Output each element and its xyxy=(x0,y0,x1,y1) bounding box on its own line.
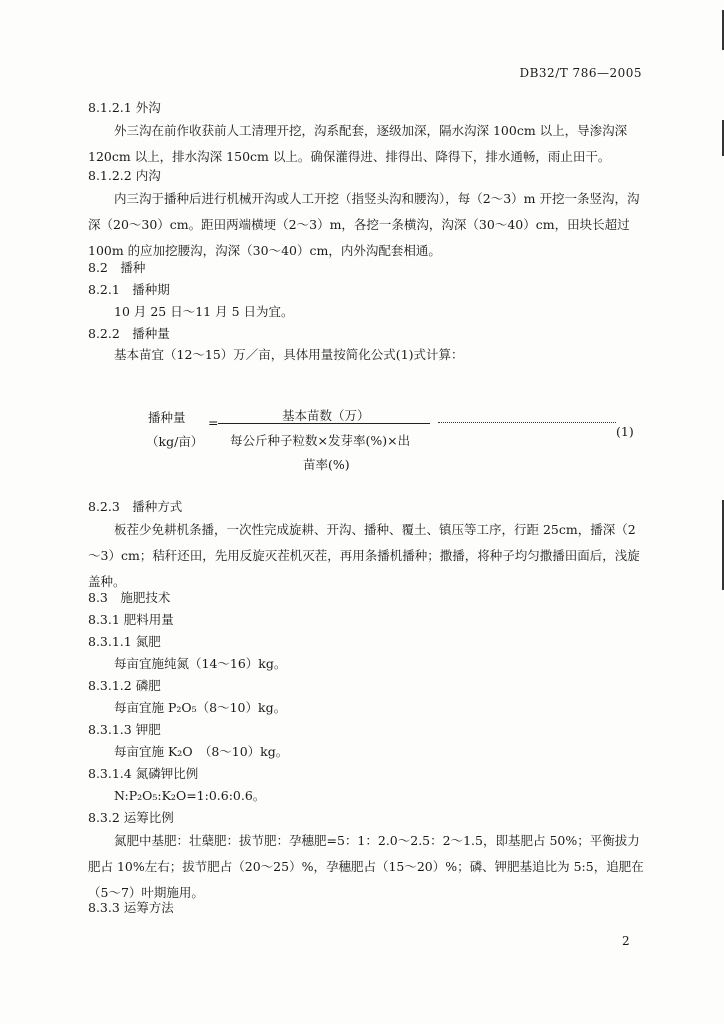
heading-8-3: 8.3 施肥技术 xyxy=(88,590,171,605)
formula-denominator: 每公斤种子粒数×发芽率(%)×出 xyxy=(230,433,411,448)
formula-equals: = xyxy=(208,415,219,430)
para-sowing-period: 10 月 25 日～11 月 5 日为宜。 xyxy=(114,304,294,319)
para-sowing-method: 板茬少免耕机条播，一次性完成旋耕、开沟、播种、覆土、镇压等工序，行距 25cm，播深（2～3）cm；秸秆还田，先用反旋灭茬机灭茬，再用条播机播种；撒播，将种子均匀撒播田面后，浅旋盖种。 xyxy=(88,522,640,589)
heading-8-2-3: 8.2.3 播种方式 xyxy=(88,499,183,514)
para-phosphate: 每亩宜施 P₂O₅（8～10）kg。 xyxy=(114,700,287,715)
para-nitrogen: 每亩宜施纯氮（14～16）kg。 xyxy=(114,656,287,671)
heading-8-3-1-4: 8.3.1.4 氮磷钾比例 xyxy=(88,766,199,781)
formula-lhs-label: 播种量 xyxy=(148,410,186,425)
heading-8-2-1: 8.2.1 播种期 xyxy=(88,282,170,297)
formula-lhs-unit: （kg/亩） xyxy=(146,434,204,449)
heading-8-3-1: 8.3.1 肥料用量 xyxy=(88,612,174,627)
formula-number: (1) xyxy=(616,424,634,439)
heading-8-3-1-1: 8.3.1.1 氮肥 xyxy=(88,634,161,649)
page-number: 2 xyxy=(622,934,630,948)
heading-8-2-2: 8.2.2 播种量 xyxy=(88,326,170,341)
heading-8-3-1-3: 8.3.1.3 钾肥 xyxy=(88,722,161,737)
para-potash: 每亩宜施 K₂O （8～10）kg。 xyxy=(114,744,289,759)
para-sowing-amount: 基本苗宜（12～15）万／亩，具体用量按简化公式(1)式计算： xyxy=(114,347,464,362)
para-inner-ditch: 内三沟于播种后进行机械开沟或人工开挖（指竖头沟和腰沟），每（2～3）m 开挖一条竖沟，沟深（20～30）cm。距田两端横埂（2～3）m，各挖一条横沟，沟深（30～40）cm，田块长超过 100m 的应加挖腰沟，沟深（30～40）cm，内外沟配套相通。 xyxy=(88,191,640,258)
para-npk-ratio: N:P₂O₅:K₂O=1:0.6:0.6。 xyxy=(114,788,266,803)
leader-dots xyxy=(438,422,616,423)
heading-8-2: 8.2 播种 xyxy=(88,260,146,275)
para-allocation-ratio: 氮肥中基肥：壮蘖肥：拔节肥：孕穗肥=5：1：2.0～2.5：2～1.5，即基肥占 50%；平衡拔力肥占 10%左右；拔节肥占（20～25）%，孕穗肥占（15～20）%；磷、钾肥基追比为 5:5，追肥在（5～7）叶期施用。 xyxy=(88,833,644,900)
para-outer-ditch: 外三沟在前作收获前人工清理开挖，沟系配套，逐级加深，隔水沟深 100cm 以上，导渗沟深 120cm 以上，排水沟深 150cm 以上。确保灌得进、排得出、降得下，排水通畅，雨止田干。 xyxy=(88,123,628,164)
formula-numerator: 基本苗数（万） xyxy=(282,408,370,423)
heading-8-3-2: 8.3.2 运筹比例 xyxy=(88,810,174,825)
document-id: DB32/T 786—2005 xyxy=(519,66,642,80)
heading-8-3-1-2: 8.3.1.2 磷肥 xyxy=(88,678,161,693)
fraction-bar xyxy=(218,423,430,424)
formula-denominator-cont: 苗率(%) xyxy=(303,457,350,472)
heading-8-1-2-2: 8.1.2.2 内沟 xyxy=(88,168,161,183)
heading-8-3-3: 8.3.3 运筹方法 xyxy=(88,900,174,915)
heading-8-1-2-1: 8.1.2.1 外沟 xyxy=(88,100,161,115)
